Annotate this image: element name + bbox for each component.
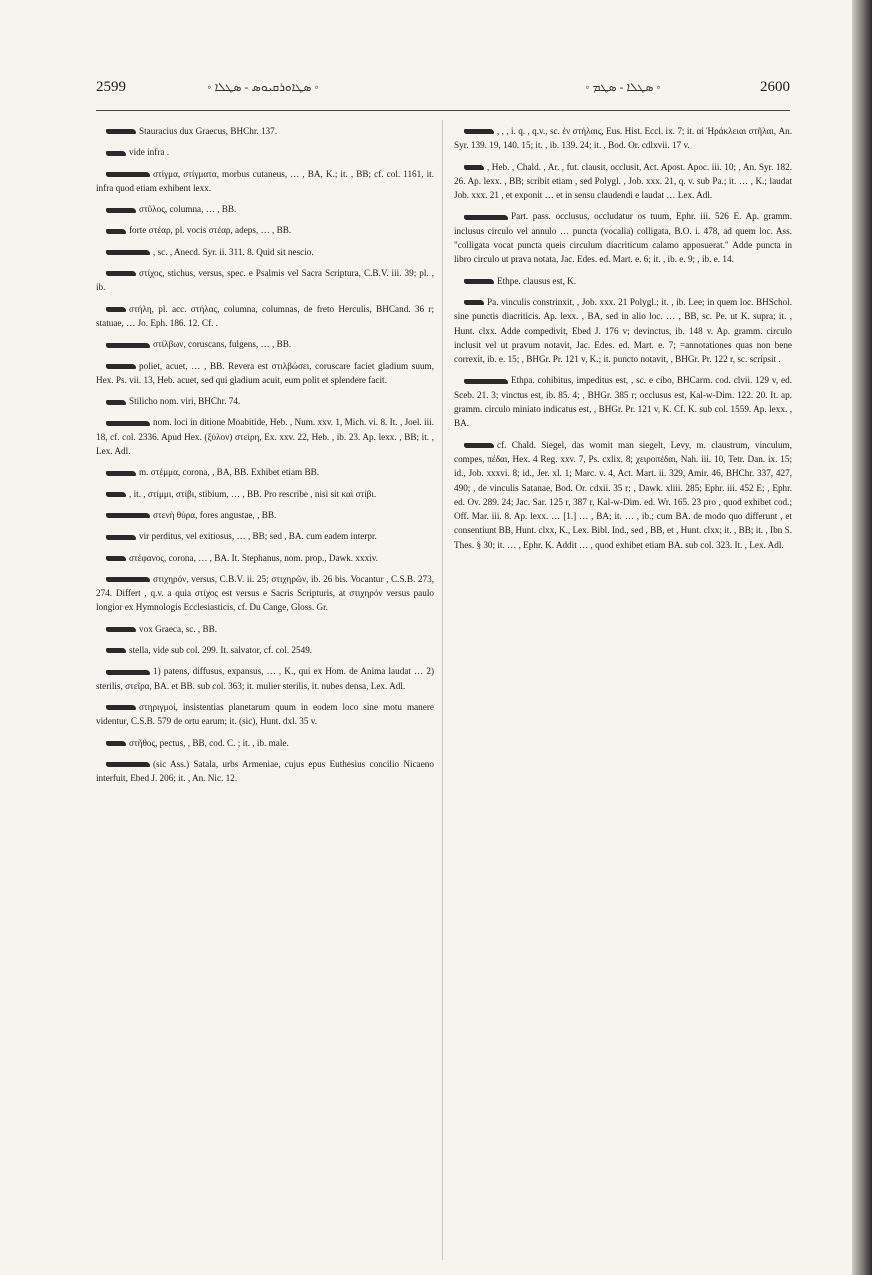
lexicon-entry	[96, 145, 434, 159]
syriac-headword	[106, 556, 126, 561]
entry-text: vir perditus, vel exitiosus, … , BB; sed , BA. cum eadem interpr.	[139, 531, 377, 542]
entry-text: m. στέμμα, corona, , BA, BB. Exhibet etiam BB.	[139, 467, 320, 478]
syriac-headword	[106, 705, 136, 710]
entry-text: στενὴ θύρα, fores angustae, , BB.	[153, 509, 277, 520]
syriac-headword	[106, 421, 150, 426]
syriac-headword	[106, 400, 126, 405]
lexicon-entry	[96, 664, 434, 693]
syriac-headword	[106, 229, 126, 234]
syriac-headword	[106, 577, 150, 582]
entry-text: στηριγμοί, insistentias planetarum quum in eodem loco sine motu manere videntur, C.S.B. 579 de ortu earum; it. (sic), Hunt. dxl. 35 v.	[96, 701, 434, 727]
entry-text: Pa. vinculis constrinxit, , Job. xxx. 21 Polygl.; it. , ib. Lee; in quem loc. BHSchol. sine punctis diacriticis. Ap. lexx. , BA, sed in alio loc. … , BB, sc. Pe. ut K. supra; it. , Hunt. clxx. Adde compedivit, Ebed J. 176 v; devinctus, ib. 148 v. Ap. gramm. circulo inclusit vel ut pravum notavit, Jac. Edes. ed. Mart. e. 7; =annotationes quas non bene correxit, ib. e. 15; , BHGr. Pr. 121 v, K.; it. puncto notavit, , BHGr. Pr. 122 r, sc. scripsit .	[454, 296, 792, 365]
lexicon-entry	[96, 551, 434, 565]
syriac-headword	[106, 129, 136, 134]
syriac-headword	[106, 471, 136, 476]
entry-text: στήλη, pl. acc. στήλας, columna, columnas, de freto Herculis, BHCand. 36 r; statuae, … Jo. Eph. 186. 12. Cf. .	[96, 303, 434, 328]
syriac-headword	[106, 151, 126, 156]
syriac-headword	[464, 215, 508, 220]
lexicon-entry	[454, 124, 792, 153]
lexicon-entry	[96, 465, 434, 479]
syriac-headword	[106, 364, 136, 369]
lexicon-entry	[454, 160, 792, 203]
lexicon-entry	[96, 529, 434, 543]
syriac-headword	[106, 670, 150, 675]
entry-text: στῆθος, pectus, , BB, cod. C. ; it. , ib. male.	[129, 737, 289, 748]
syriac-headword	[106, 172, 150, 177]
syriac-headword	[106, 343, 150, 348]
entry-text: Part. pass. occlusus, occludatur os tuum, Ephr. iii. 526 E. Ap. gramm. inclusus circulo vel annulo … puncta (vocalia) colligata, B.O. i. 478, ad quem loc. Ass. "colligata vocat puncta queis circulum diacriticum calamo apposuerat." Adde puncta in libro circulo ut prava notata, Jac. Edes. ed. Mart. e. 6; it. , ib. e. 9; , ib. e. 14.	[454, 211, 792, 265]
right-column	[454, 124, 792, 1259]
page-number-right: 2600	[760, 79, 790, 95]
scan-edge-shadow	[852, 0, 872, 1275]
entry-text: vox Graeca, sc. , BB.	[139, 623, 218, 634]
entry-text: stella, vide sub col. 299. It. salvator, cf. col. 2549.	[129, 645, 313, 656]
running-head-right: ◦ ܣܛܠܐ - ܣܛܡ ◦	[585, 80, 661, 94]
entry-text: Ethpe. clausus est, K.	[497, 275, 577, 286]
lexicon-entry	[96, 415, 434, 458]
entry-text: , , , i. q. , q.v., sc. ἐν στήλαις, Eus. Hist. Eccl. ix. 7; it. αἱ Ἡράκλειαι στῆλαι, An. Syr. 139. 19, 140. 15; it. , ib. 139. 24; it. , Bod. Or. cdlxvii. 17 v.	[454, 126, 792, 151]
syriac-headword	[464, 279, 494, 284]
page-number-left: 2599	[96, 79, 126, 95]
lexicon-entry	[96, 223, 434, 237]
lexicon-entry	[96, 394, 434, 408]
lexicon-entry	[96, 359, 434, 388]
syriac-headword	[464, 129, 494, 134]
syriac-headword	[464, 443, 494, 448]
entry-text: στίχος, stichus, versus, spec. e Psalmis vel Sacra Scriptura, C.B.V. iii. 39; pl. , ib.	[96, 268, 434, 293]
syriac-headword	[464, 379, 508, 384]
syriac-headword	[106, 648, 126, 653]
syriac-headword	[464, 165, 484, 170]
syriac-headword	[106, 762, 150, 767]
lexicon-entry	[96, 202, 434, 216]
lexicon-entry	[454, 373, 792, 430]
lexicon-entry	[96, 736, 434, 750]
lexicon-entry	[96, 337, 434, 351]
lexicon-entry	[96, 302, 434, 331]
entry-text: (sic Ass.) Satala, urbs Armeniae, cujus epus Euthesius concilio Nicaeno interfuit, Ebed J. 206; it. , An. Nic. 12.	[96, 758, 434, 784]
entry-text: vide infra .	[129, 147, 170, 158]
lexicon-entry	[96, 643, 434, 657]
syriac-headword	[106, 271, 136, 276]
entry-text: στῦλος, columna, … , BB.	[139, 204, 237, 215]
entry-text: poliet, acuet, … , BB. Revera est στιλβώσει, coruscare faciet gladium suum, Hex. Ps. vii. 13, Heb. acuet, sed qui gladium acuit, eum polit et splendere facit.	[96, 360, 434, 385]
entry-text: , Heb. , Chald. , Ar. , fut. clausit, occlusit, Act. Apost. Apoc. iii. 10; , An. Syr. 182. 26. Ap. lexx. , BB; scribit etiam , sed Polygl. , Job. xxx. 21, q. v. sub Pa.; it. … , K.; laudat Job. xxx. 21 , et exponit … et in sensu claudendi e laudat … Lex. Adl.	[454, 161, 792, 201]
entry-text: στίγμα, στίγματα, morbus cutaneus, … , BA, K.; it. , BB; cf. col. 1161, it. infra quod etiam exhibent lexx.	[96, 168, 434, 193]
lexicon-entry	[96, 124, 434, 138]
syriac-headword	[106, 513, 150, 518]
lexicon-entry	[96, 266, 434, 295]
lexicon-entry	[96, 508, 434, 522]
lexicon-entry	[454, 438, 792, 552]
lexicon-entry	[454, 274, 792, 288]
entry-text: στέφανος, corona, … , BA. It. Stephanus, nom. prop., Dawk. xxxiv.	[129, 552, 379, 563]
page-header	[96, 78, 790, 108]
entry-text: Ethpa. cohibitus, impeditus est, , sc. e cibo, BHCarm. cod. clvii. 129 v, ed. Sceb. 21. 3; vinctus est, ib. 85. 4; , BHGr. 385 r; occlusus est, Kal-w-Dim. 122. 20. It. ap. gramm. circulo miniato indicatus est, , BHGr. Pr. 121 v, K. Cf. K. sub col. 1559. Ap. lexx. , BA.	[454, 375, 792, 429]
entry-text: στιχηρόν, versus, C.B.V. ii. 25; στιχηρῶν, ib. 26 bis. Vocantur , C.S.B. 273, 274. Differt , q.v. a quia στίχος est versus e Sacris Scripturis, at στιχηρόν versus paulo longior ex Hymnologis Ecclesiasticis, cf. Du Cange, Gloss. Gr.	[96, 573, 434, 613]
entry-text: forte στέαρ, pl. vocis στέαρ, adeps, … , BB.	[129, 225, 292, 236]
syriac-headword	[106, 741, 126, 746]
lexicon-entry	[96, 167, 434, 196]
syriac-headword	[106, 250, 150, 255]
running-head-left: ◦ ܣܛܐܘܪܩܝܘܣ - ܣܛܠܐ ◦	[207, 80, 319, 94]
syriac-headword	[464, 300, 484, 305]
left-column	[96, 124, 434, 1259]
lexicon-entry	[96, 757, 434, 786]
lexicon-entry	[96, 245, 434, 259]
lexicon-entry	[454, 295, 792, 366]
lexicon-entry	[96, 572, 434, 615]
entry-text: , sc. , Anecd. Syr. ii. 311. 8. Quid sit nescio.	[153, 246, 314, 257]
lexicon-entry	[454, 209, 792, 266]
entry-text: nom. loci in ditione Moabitide, Heb. , Num. xxv. 1, Mich. vi. 8. It. , Joel. iii. 18, cf. col. 2336. Apud Hex. (ξύλον) στείρη, Ex. xxv. 22, Heb. , ib. 23. Ap. lexx. , BB; it. , Lex. Adl.	[96, 417, 434, 457]
syriac-headword	[106, 492, 126, 497]
entry-text: 1) patens, diffusus, expansus, … , K., qui ex Hom. de Anima laudat … 2) sterilis, στεῖρα, BA. et BB. sub col. 363; it. mulier sterilis, it. nubes densa, Lex. Adl.	[96, 666, 434, 691]
syriac-headword	[106, 307, 126, 312]
lexicon-entry	[96, 700, 434, 729]
entry-text: cf. Chald. Siegel, das womit man siegelt, Levy, m. claustrum, vinculum, compes, πέδαι, Hex. 4 Reg. xxv. 7, Ps. cxlix. 8; χειροπέδαι, Nah. iii. 10, Tetr. Dan. ix. 15; id., Job. xxxvi. 8; id., Jer. xl. 1; Marc. v. 4, Act. Mart. ii. 329, Amir. 46, BHChr. 337, 427, 490; , de vinculis Satanae, Bod. Or. cdxii. 35 r; , Dawk. xliii. 285; Ephr. iii. 452 E; , Ephr. ed. Ov. 289. 24; Jac. Sar. 125 r, 387 r, Kal-w-Dim. ed. Wr. 165. 23 pro , quod exhibet cod.; Off. Mar. iii. 8. Ap. lexx. … [1.] … , BA; it. … , ib.; cum BA. de modo quo differunt , et consentiunt BB, Hunt. clxx, K., Lex. Bibl. Ind., sed , BB, et , Hunt. clxx; it. , BB; it. , Ibn S. Thes. § 30; it. … , Ephr. K. Addit … , quod exhibet etiam BA. sub col. 323. It. , Lex. Adl.	[454, 439, 792, 550]
column-gutter	[442, 120, 443, 1260]
header-rule	[96, 110, 790, 111]
entry-text: στίλβων, coruscans, fulgens, … , BB.	[153, 339, 292, 350]
syriac-headword	[106, 208, 136, 213]
entry-text: Stilicho nom. viri, BHChr. 74.	[129, 396, 241, 407]
syriac-headword	[106, 535, 136, 540]
lexicon-entry	[96, 487, 434, 501]
syriac-headword	[106, 627, 136, 632]
lexicon-entry	[96, 622, 434, 636]
entry-text: , it. , στίμμι, στίβι, stibium, … , BB. Pro rescribe , nisi sit καὶ στίβι.	[129, 488, 377, 499]
entry-text: Stauracius dux Graecus, BHChr. 137.	[139, 126, 278, 136]
